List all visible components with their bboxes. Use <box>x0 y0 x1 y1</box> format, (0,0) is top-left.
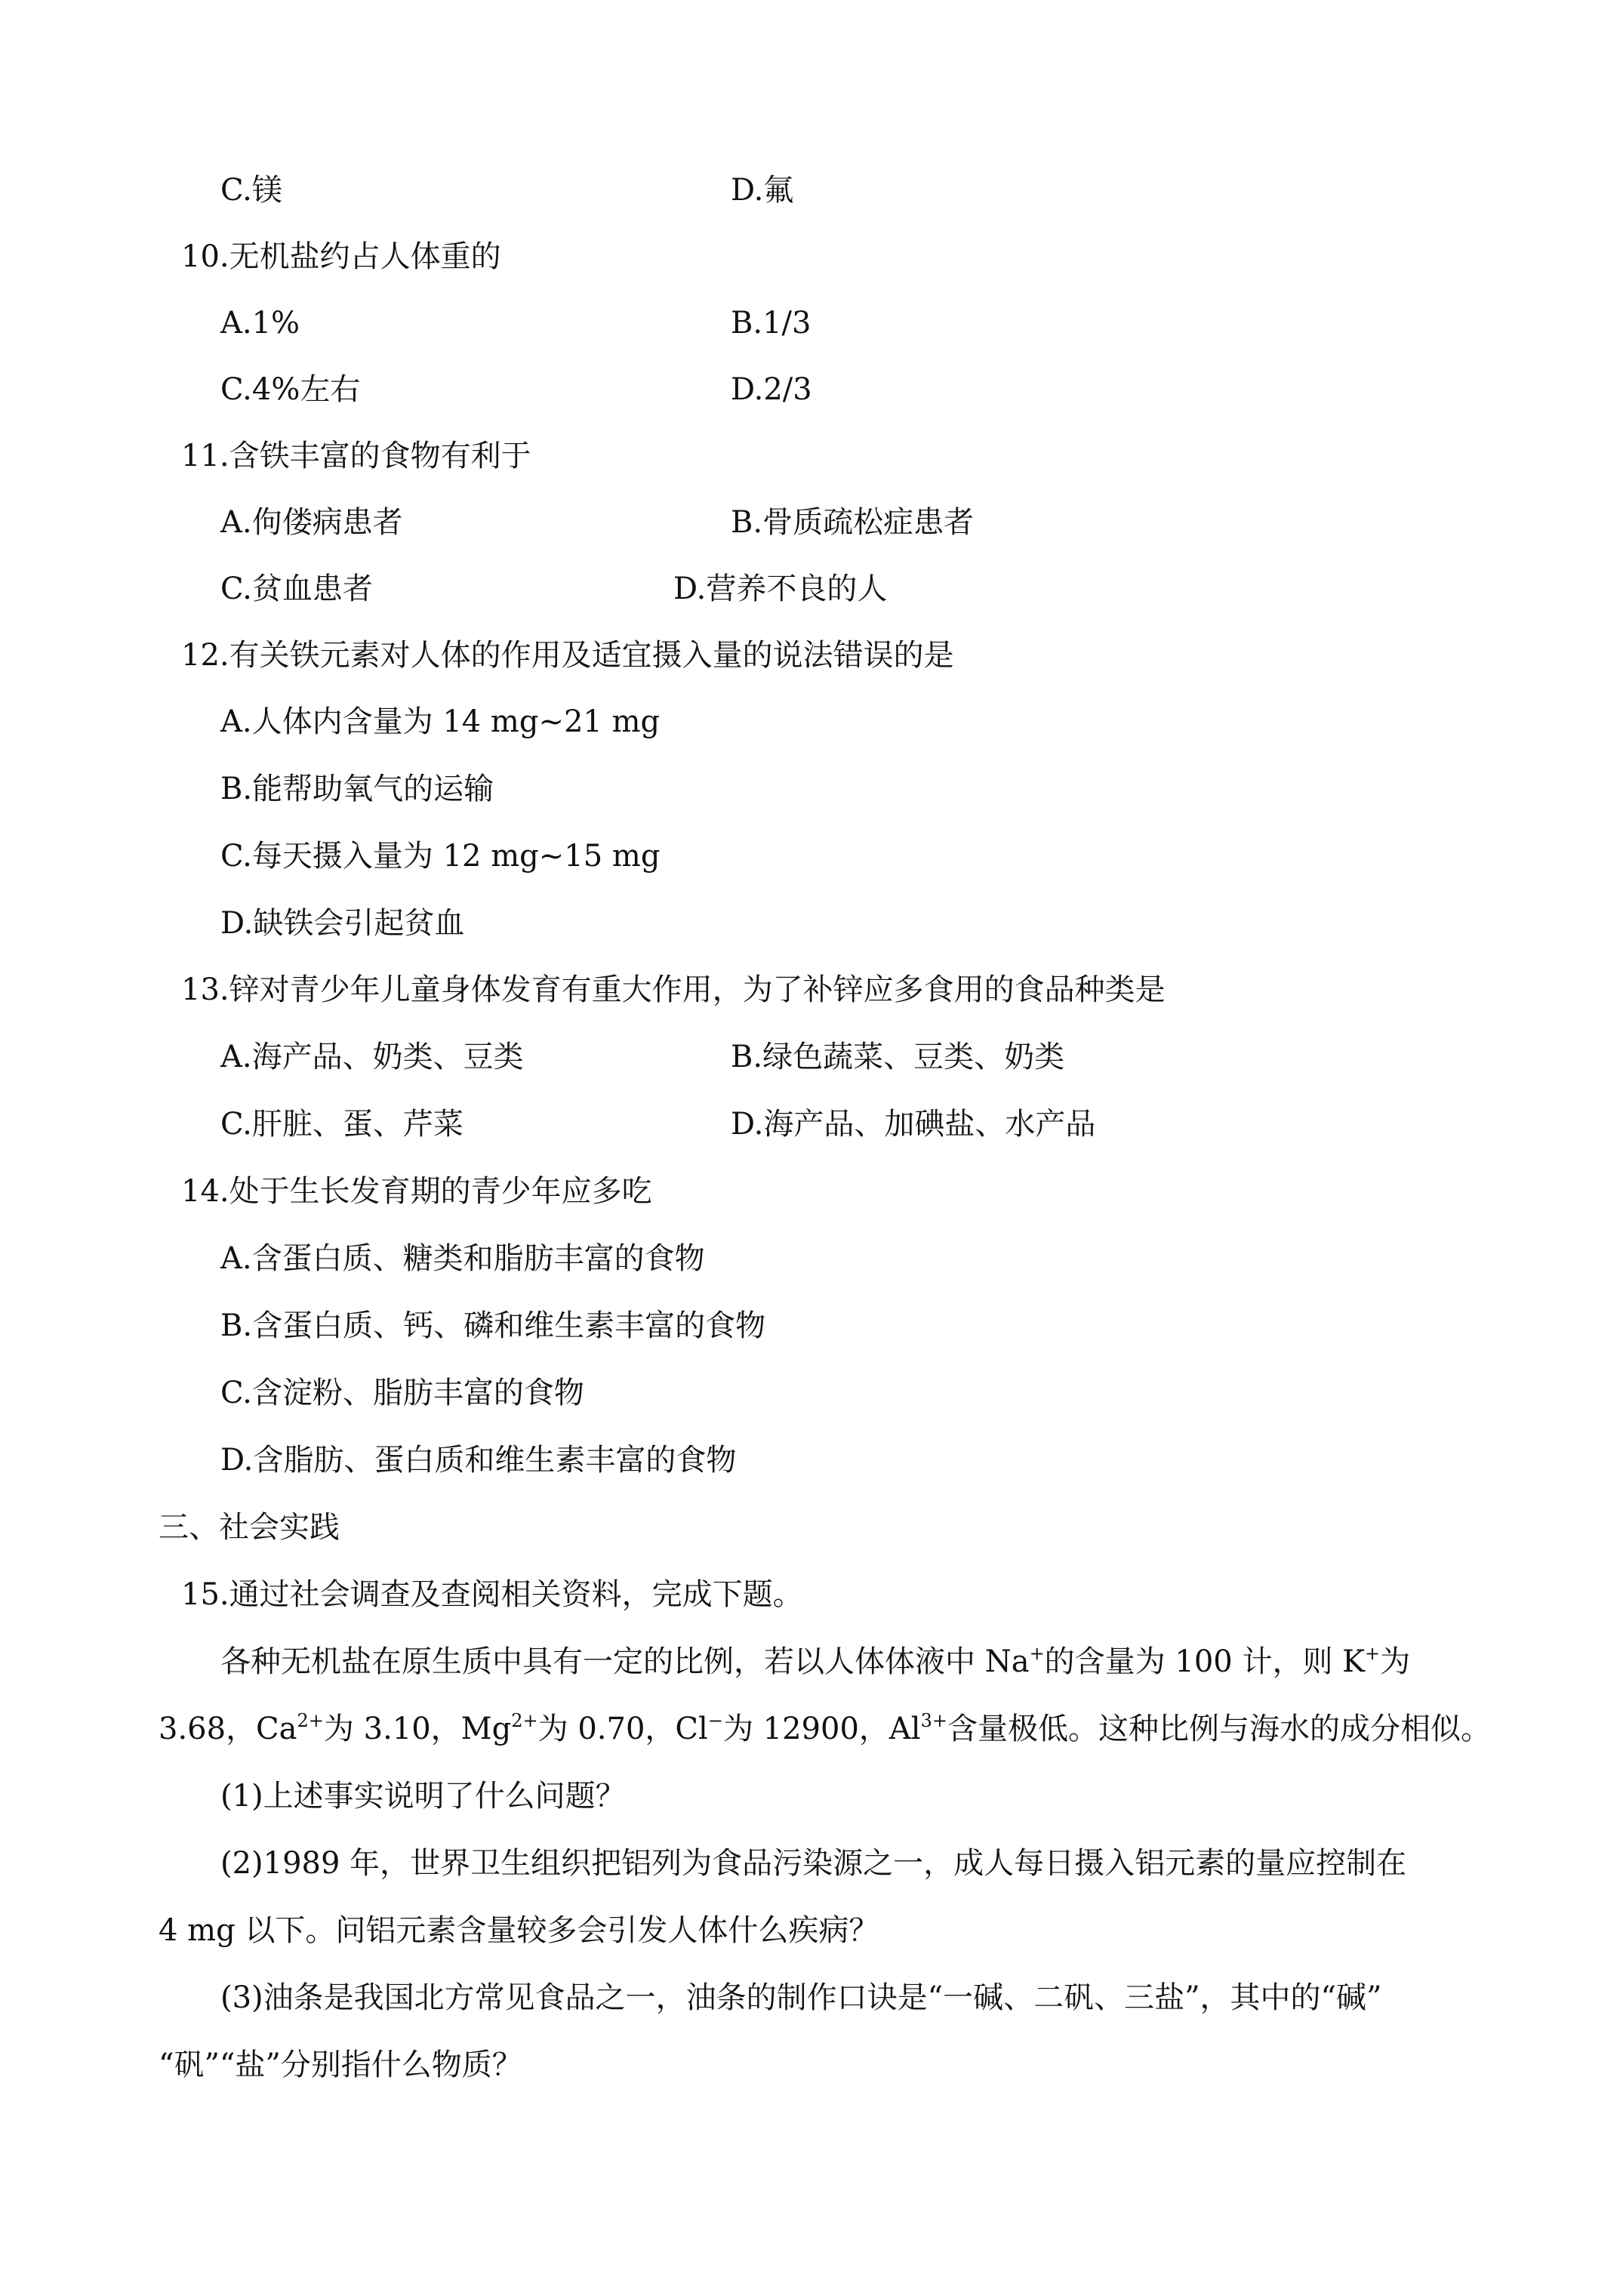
q10-option-b: B.1/3 <box>731 306 812 341</box>
q14-option-c: C.含淀粉、脂肪丰富的食物 <box>220 1376 584 1410</box>
q13-option-a: A.海产品、奶类、豆类 <box>220 1040 524 1074</box>
q14-option-d: D.含脂肪、蛋白质和维生素丰富的食物 <box>220 1443 737 1478</box>
q12-stem: 12.有关铁元素对人体的作用及适宜摄入量的说法错误的是 <box>181 638 954 673</box>
q15-text: 的含量为 100 计，则 K <box>1044 1644 1366 1679</box>
section-title: 三、社会实践 <box>159 1510 340 1545</box>
q15-text: 为 12900，Al <box>722 1712 921 1746</box>
q15-text: 3.68，Ca <box>159 1712 297 1746</box>
charge-superscript: + <box>1365 1642 1381 1664</box>
q10-option-d: D.2/3 <box>731 372 812 407</box>
q12-option-c: C.每天摄入量为 12 mg~15 mg <box>220 839 661 874</box>
q14-option-b: B.含蛋白质、钙、磷和维生素丰富的食物 <box>220 1308 766 1343</box>
q13-option-d: D.海产品、加碘盐、水产品 <box>731 1107 1096 1142</box>
q15-subquestion-1: (1)上述事实说明了什么问题？ <box>220 1779 626 1814</box>
charge-superscript: − <box>707 1709 723 1731</box>
q13-stem: 13.锌对青少年儿童身体发育有重大作用，为了补锌应多食用的食品种类是 <box>181 972 1166 1007</box>
q14-stem: 14.处于生长发育期的青少年应多吃 <box>181 1174 652 1209</box>
q11-option-c: C.贫血患者 <box>220 572 373 606</box>
q15-stem: 15.通过社会调查及查阅相关资料，完成下题。 <box>181 1577 803 1612</box>
q15-subquestion-2-cont: 4 mg 以下。问铝元素含量较多会引发人体什么疾病？ <box>159 1913 879 1948</box>
q15-text: 为 3.10，Mg <box>323 1712 512 1746</box>
q13-option-b: B.绿色蔬菜、豆类、奶类 <box>731 1040 1065 1074</box>
q9-option-d: D.氟 <box>731 173 794 208</box>
q9-option-c: C.镁 <box>220 173 282 208</box>
q14-option-a: A.含蛋白质、糖类和脂肪丰富的食物 <box>220 1241 705 1276</box>
q12-option-d: D.缺铁会引起贫血 <box>220 906 465 941</box>
q15-paragraph-line-2 <box>159 1709 1491 1749</box>
q11-option-a: A.佝偻病患者 <box>220 505 403 540</box>
charge-superscript: + <box>1029 1642 1045 1664</box>
q11-option-b: B.骨质疏松症患者 <box>731 505 975 540</box>
q15-paragraph-line-1 <box>220 1642 1410 1681</box>
q12-option-b: B.能帮助氧气的运输 <box>220 772 494 806</box>
q13-option-c: C.肝脏、蛋、芹菜 <box>220 1107 463 1142</box>
q10-stem: 10.无机盐约占人体重的 <box>181 239 501 274</box>
q11-stem: 11.含铁丰富的食物有利于 <box>181 439 531 473</box>
q10-option-c: C.4%左右 <box>220 372 361 407</box>
q10-option-a: A.1% <box>220 306 300 341</box>
q15-text: 各种无机盐在原生质中具有一定的比例，若以人体体液中 Na <box>220 1644 1030 1679</box>
q15-text: 为 <box>1380 1644 1411 1679</box>
q15-subquestion-3-cont: “矾”“盐”分别指什么物质？ <box>159 2048 522 2082</box>
q11-option-d: D.营养不良的人 <box>673 572 888 606</box>
charge-superscript: 3+ <box>920 1709 947 1731</box>
q15-text: 为 0.70，Cl <box>537 1712 708 1746</box>
q15-subquestion-2: (2)1989 年，世界卫生组织把铝列为食品污染源之一，成人每日摄入铝元素的量应控制在 <box>220 1846 1407 1881</box>
q15-text: 含量极低。这种比例与海水的成分相似。 <box>947 1712 1491 1746</box>
charge-superscript: 2+ <box>511 1709 538 1731</box>
q15-subquestion-3: (3)油条是我国北方常见食品之一，油条的制作口诀是“一碱、二矾、三盐”，其中的“碱” <box>220 1980 1382 2015</box>
charge-superscript: 2+ <box>297 1709 324 1731</box>
q12-option-a: A.人体内含量为 14 mg~21 mg <box>220 704 661 739</box>
